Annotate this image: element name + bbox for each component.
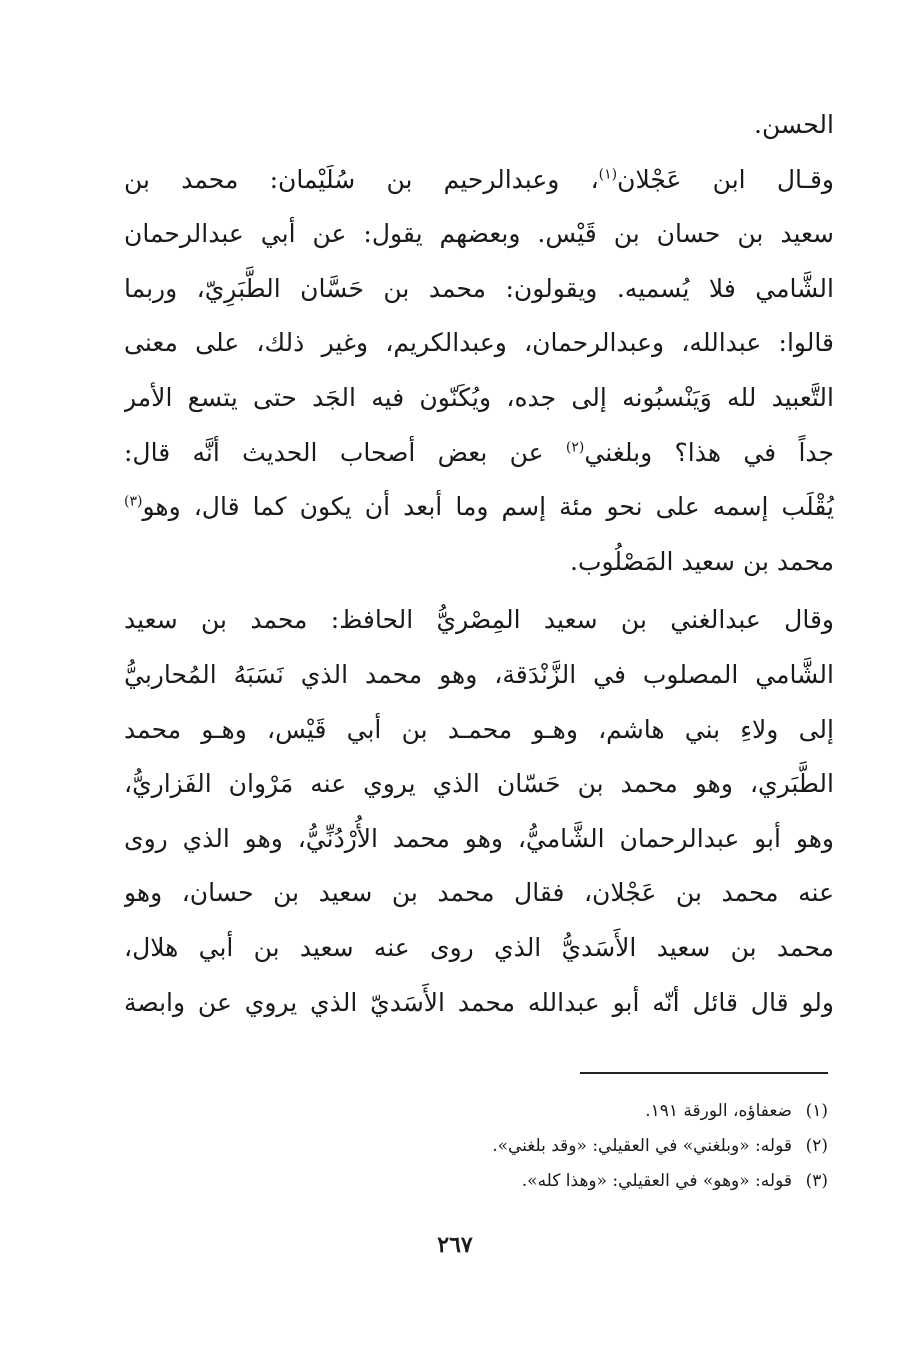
footnote-text: قوله: «وهو» في العقيلي: «وهذا كله». [521, 1171, 792, 1191]
footnote-text: قوله: «وبلغني» في العقيلي: «وقد بلغني». [492, 1136, 792, 1156]
footnote-divider [580, 1072, 828, 1074]
text-line: وهو أبو عبدالرحمان الشَّاميُّ، وهو محمد الأُرْدُنِّيُّ، وهو الذي روى [124, 823, 834, 853]
text-line: الشَّامي المصلوب في الزَّنْدَقة، وهو محمد الذي نَسَبَهُ المُحاربيُّ [124, 659, 834, 689]
text-line: محمد بن سعيد المَصْلُوب. [570, 546, 834, 576]
footnote-ref-1: (١) [598, 166, 618, 183]
text-line: عنه محمد بن عَجْلان، فقال محمد بن سعيد بن حسان، وهو [124, 878, 834, 908]
footnotes [128, 1094, 828, 1199]
text-segment: يُقْلَب إسمه على نحو مئة إسم وما أبعد أن يكون كما قال، وهو [142, 492, 834, 522]
footnote-ref-2: (٢) [565, 439, 585, 456]
text-line [124, 480, 834, 535]
footnote-number: (٢) [805, 1136, 828, 1156]
footnote-1 [128, 1094, 828, 1129]
page-number: ٢٦٧ [437, 1232, 473, 1258]
footnote-number: (١) [805, 1101, 828, 1121]
text-segment: وقـال ابن عَجْلان [617, 164, 834, 194]
text-line: قالوا: عبدالله، وعبدالرحمان، وعبدالكريم، وغير ذلك، على معنى [124, 328, 834, 358]
text-line [124, 426, 834, 481]
text-segment: جداً في هذا؟ وبلغني [584, 437, 834, 467]
footnote-text: ضعفاؤه، الورقة ١٩١. [645, 1101, 792, 1121]
text-line: ولو قال قائل أنّه أبو عبدالله محمد الأَسَديّ الذي يروي عن وابصة [124, 987, 834, 1017]
text-line: إلى ولاءِ بني هاشم، وهـو محمـد بن أبي قَيْس، وهـو محمد [124, 714, 834, 744]
text-line: سعيد بن حسان بن قَيْس. وبعضهم يقول: عن أبي عبدالرحمان [124, 219, 834, 249]
text-line: التَّعبيد لله وَيَنْسبُونه إلى جده، ويُكَنّون فيه الجَد حتى يتسع الأمر [124, 382, 834, 412]
text-segment: ، وعبدالرحيم بن سُلَيْمان: محمد بن [124, 164, 599, 194]
footnote-2 [128, 1129, 828, 1164]
text-line: الحسن. [754, 110, 834, 139]
main-text [124, 98, 834, 1030]
text-line: محمد بن سعيد الأَسَديُّ الذي روى عنه سعيد بن أبي هلال، [124, 932, 834, 962]
footnote-ref-3: (٣) [124, 493, 143, 510]
text-line [124, 153, 834, 208]
text-line: الشَّامي فلا يُسميه. ويقولون: محمد بن حَسَّان الطَّبَرِيّ، وربما [124, 273, 834, 303]
text-line: الطَّبَري، وهو محمد بن حَسّان الذي يروي عنه مَرْوان الفَزاريُّ، [124, 769, 834, 799]
footnote-number: (٣) [805, 1171, 828, 1191]
text-segment: عن بعض أصحاب الحديث أنَّه قال: [124, 437, 566, 467]
footnote-3 [128, 1164, 828, 1199]
text-line: وقال عبدالغني بن سعيد المِصْريُّ الحافظ: محمد بن سعيد [124, 605, 834, 635]
